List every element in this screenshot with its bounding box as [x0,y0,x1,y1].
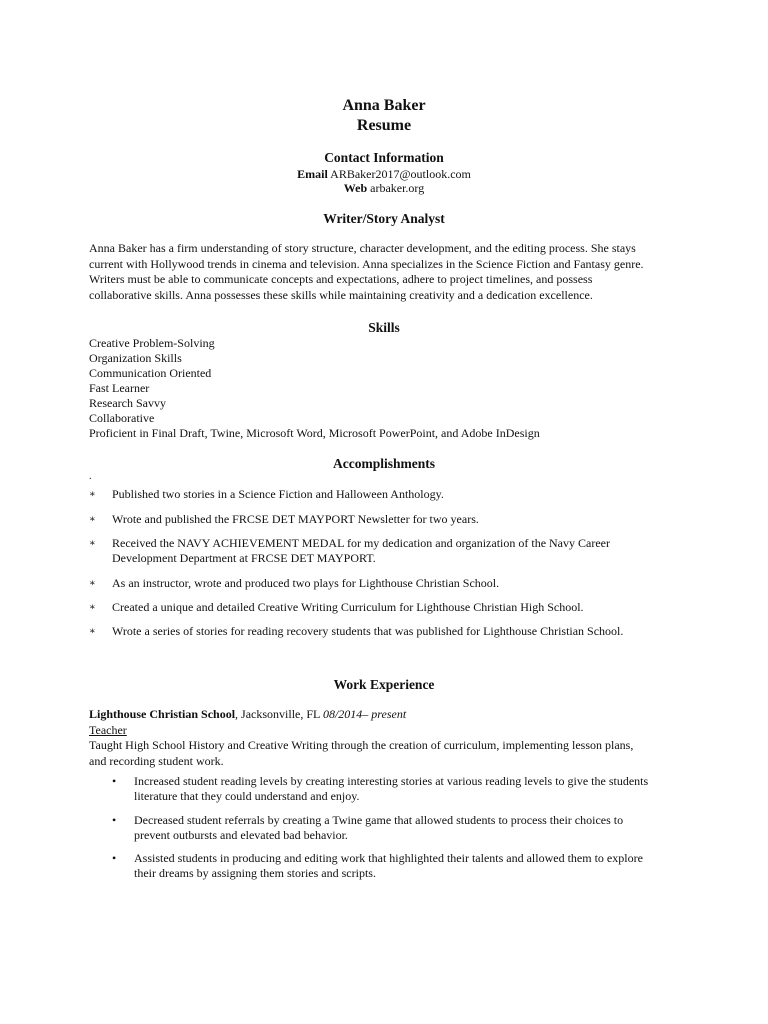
accomplishment-text: Development Department at FRCSE DET MAYPORT. [112,551,376,565]
job-header [89,707,679,769]
contact-heading: Contact Information [324,150,444,165]
web-line [0,181,768,195]
web-value: arbaker.org [370,181,425,195]
job-dates: 08/2014– present [322,707,407,721]
job-bullet-text: their dreams by assigning them stories and scripts. [134,866,376,880]
accomplishment-item [89,624,689,639]
job-bullet [112,851,672,881]
bullet-marker: ∗ [89,514,96,525]
accomplishment-item [89,487,689,502]
profile-line: Anna Baker has a firm understanding of story structure, character development, and the editing process. She stays [89,241,636,255]
email-value: ARBaker2017@outlook.com [330,167,471,181]
accomplishment-text: Wrote a series of stories for reading recovery students that was published for Lighthouse Christian School. [112,624,624,638]
resume-subtitle: Resume [356,117,412,134]
skill-item: Proficient in Final Draft, Twine, Microsoft Word, Microsoft PowerPoint, and Adobe InDesign [89,426,540,440]
job-bullet-text: Decreased student referrals by creating a Twine game that allowed students to process their choices to [134,813,624,827]
accomplishment-item [89,512,689,527]
job-bullet [112,774,672,804]
bullet-marker: ∗ [89,489,96,500]
bullet-marker: ∗ [89,538,96,549]
job-summary-line: and recording student work. [89,753,224,768]
email-line [0,167,768,181]
skill-item: Creative Problem-Solving [89,336,215,350]
accomplishment-item [89,600,689,615]
accomplishment-text: Wrote and published the FRCSE DET MAYPORT Newsletter for two years. [112,512,479,526]
profile-text [89,241,679,303]
bullet-dot: • [112,851,117,865]
job-summary-line: Taught High School History and Creative Writing through the creation of curriculum, implementing lesson plans, [89,738,634,752]
job-bullet-text: prevent outbursts and elevated bad behavior. [134,828,348,842]
stray-dot: . [89,471,92,482]
skill-item: Communication Oriented [89,366,212,380]
job-title: Teacher [89,722,127,737]
job-bullet-text: Increased student reading levels by creating interesting stories at various reading levels to give the students [134,774,649,788]
skills-heading: Skills [368,320,400,335]
accomplishment-item [89,536,689,566]
web-label: Web [343,181,368,195]
skills-list [89,336,679,441]
skill-item: Fast Learner [89,381,150,395]
accomplishment-text: Published two stories in a Science Fiction and Halloween Anthology. [112,487,444,501]
bullet-marker: ∗ [89,602,96,613]
bullet-marker: ∗ [89,626,96,637]
accomplishment-text: Received the NAVY ACHIEVEMENT MEDAL for my dedication and organization of the Navy Career [112,536,610,550]
bullet-dot: • [112,813,117,827]
job-bullet-text: Assisted students in producing and editing work that highlighted their talents and allowed them to explore [134,851,643,865]
profile-line: current with Hollywood trends in cinema and television. Anna specializes in the Science Fiction and Fantasy genre. [89,256,644,271]
accomplishment-item [89,576,689,591]
job-bullet-text: literature that they could understand and enjoy. [134,789,360,803]
resume-name: Anna Baker [342,97,426,114]
job-location: , Jacksonville, FL [235,707,323,721]
skill-item: Research Savvy [89,396,166,410]
skill-item: Organization Skills [89,351,182,365]
profile-heading: Writer/Story Analyst [323,211,445,226]
job-bullet [112,813,672,843]
bullet-marker: ∗ [89,578,96,589]
profile-line: collaborative skills. Anna possesses these skills while maintaining creativity and a dedication excellence. [89,287,593,302]
accomplishment-text: Created a unique and detailed Creative Writing Curriculum for Lighthouse Christian High School. [112,600,584,614]
email-label: Email [297,167,328,181]
accomplishment-text: As an instructor, wrote and produced two plays for Lighthouse Christian School. [112,576,500,590]
profile-line: Writers must be able to communicate concepts and expectations, adhere to project timelines, and possess [89,272,593,286]
skill-item: Collaborative [89,411,155,425]
employer-name: Lighthouse Christian School [89,707,236,721]
bullet-dot: • [112,774,117,788]
work-heading: Work Experience [333,677,435,692]
accomplishments-heading: Accomplishments [333,456,435,471]
